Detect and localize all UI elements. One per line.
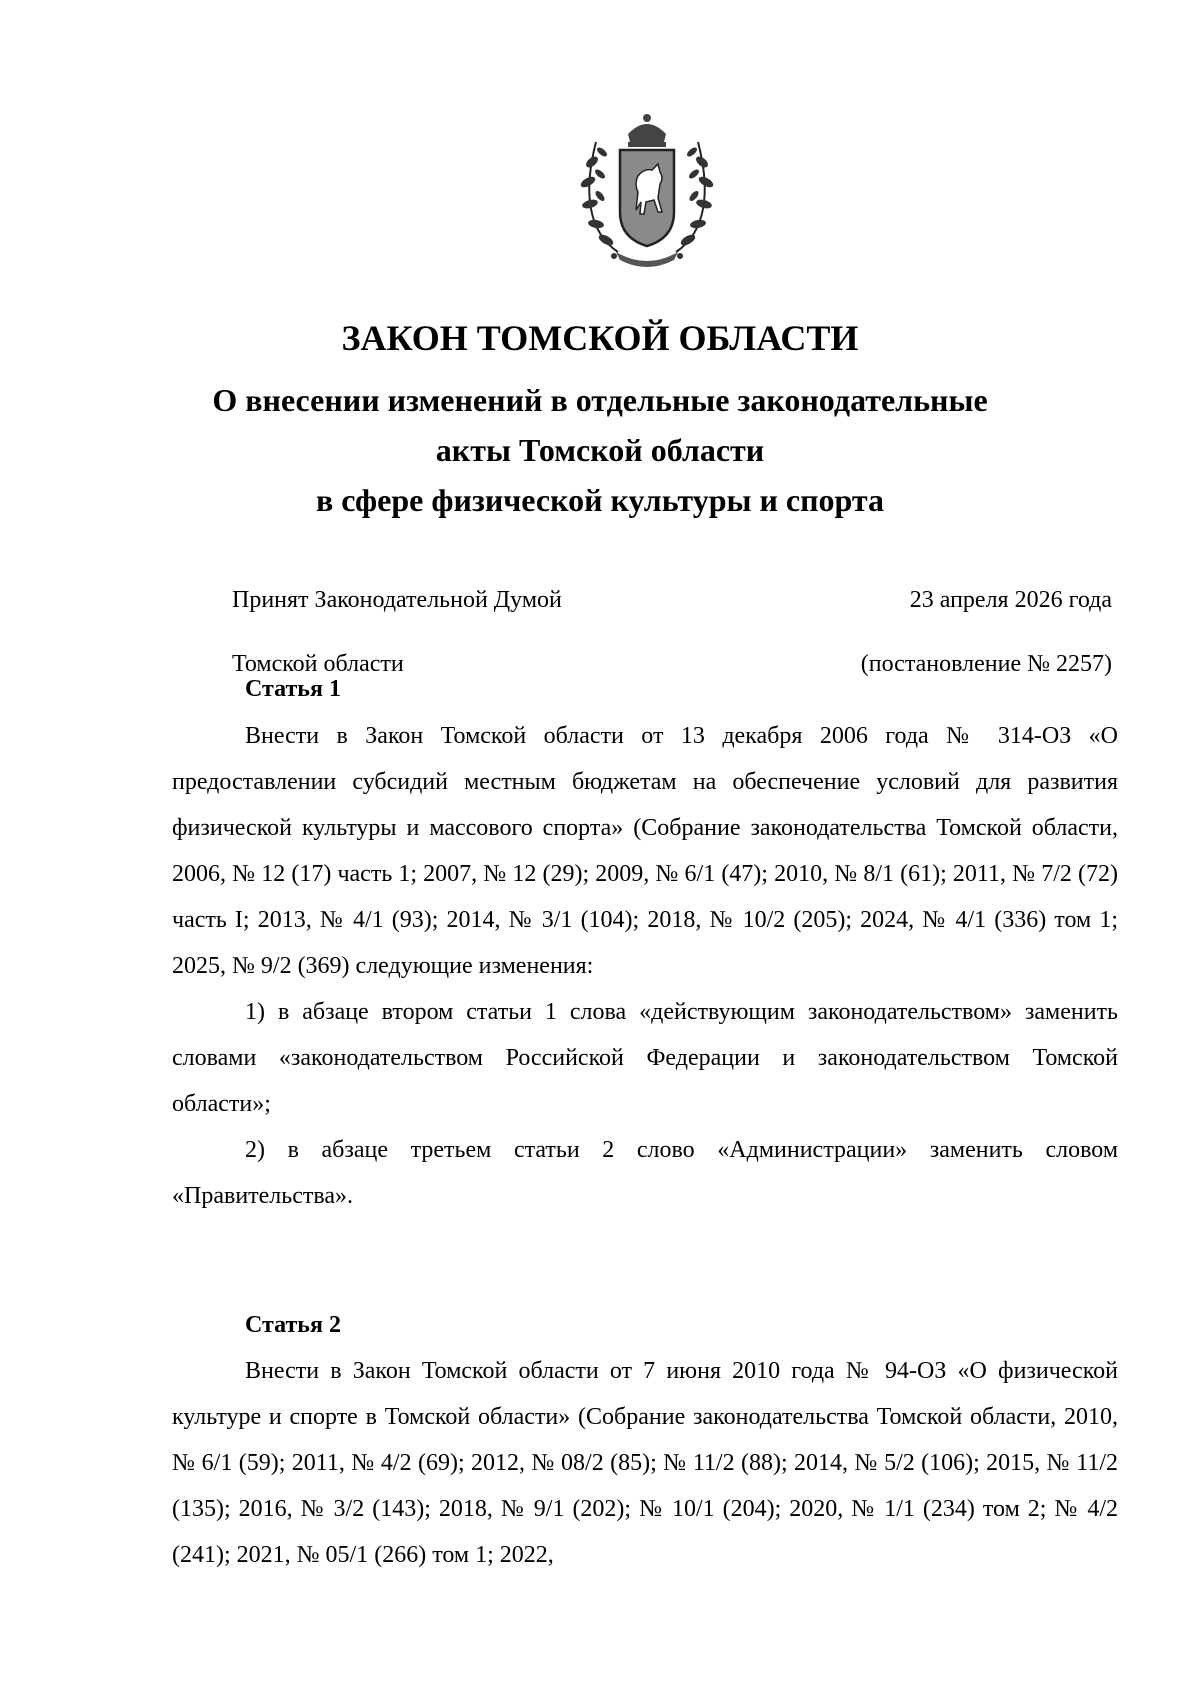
- law-subtitle: [0, 375, 1200, 525]
- resolution-number: (постановление № 2257): [860, 651, 1112, 677]
- article-heading: Статья 2: [245, 1312, 341, 1338]
- adopted-by-line: Томской области: [232, 651, 404, 677]
- tomsk-coat-of-arms-icon: [578, 112, 716, 270]
- article-body: [172, 1348, 1118, 1578]
- subtitle-line: акты Томской области: [435, 432, 765, 468]
- article-paragraph: Внести в Закон Томской области от 13 декабря 2006 года № 314-ОЗ «О предоставлении субсидий местным бюджетам на обеспечение условий для развития физической культуры и массового спорта» (Собрание законодательства Томской области, 2006, № 12 (17) часть 1; 2007, № 12 (29); 2009, № 6/1 (47); 2010, № 8/1 (61); 2011, № 7/2 (72) часть I; 2013, № 4/1 (93); 2014, № 3/1 (104); 2018, № 10/2 (205); 2024, № 4/1 (336) том 1; 2025, № 9/2 (369) следующие изменения:: [172, 723, 1118, 979]
- article-paragraph: 2) в абзаце третьем статьи 2 слово «Администрации» заменить словом «Правительства».: [172, 1137, 1118, 1209]
- article-paragraph: Внести в Закон Томской области от 7 июня 2010 года № 94-ОЗ «О физической культуре и спорте в Томской области» (Собрание законодательства Томской области, 2010, № 6/1 (59); 2011, № 4/2 (69); 2012, № 08/2 (85); № 11/2 (88); 2014, № 5/2 (106); 2015, № 11/2 (135); 2016, № 3/2 (143); 2018, № 9/1 (202); № 10/1 (204); 2020, № 1/1 (234) том 2; № 4/2 (241); 2021, № 05/1 (266) том 1; 2022,: [172, 1358, 1118, 1568]
- law-title: ЗАКОН ТОМСКОЙ ОБЛАСТИ: [341, 318, 859, 358]
- subtitle-line: О внесении изменений в отдельные законодательные: [212, 382, 988, 418]
- subtitle-line: в сфере физической культуры и спорта: [315, 482, 885, 518]
- article-paragraph: 1) в абзаце втором статьи 1 слова «действующим законодательством» заменить словами «законодательством Российской Федерации и законодательством Томской области»;: [172, 999, 1118, 1117]
- adoption-date-block: [861, 552, 1112, 712]
- article-body: [172, 713, 1118, 1219]
- adoption-date: 23 апреля 2026 года: [909, 587, 1112, 613]
- article-heading: Статья 1: [245, 676, 341, 702]
- adopted-by-line: Принят Законодательной Думой: [232, 587, 562, 613]
